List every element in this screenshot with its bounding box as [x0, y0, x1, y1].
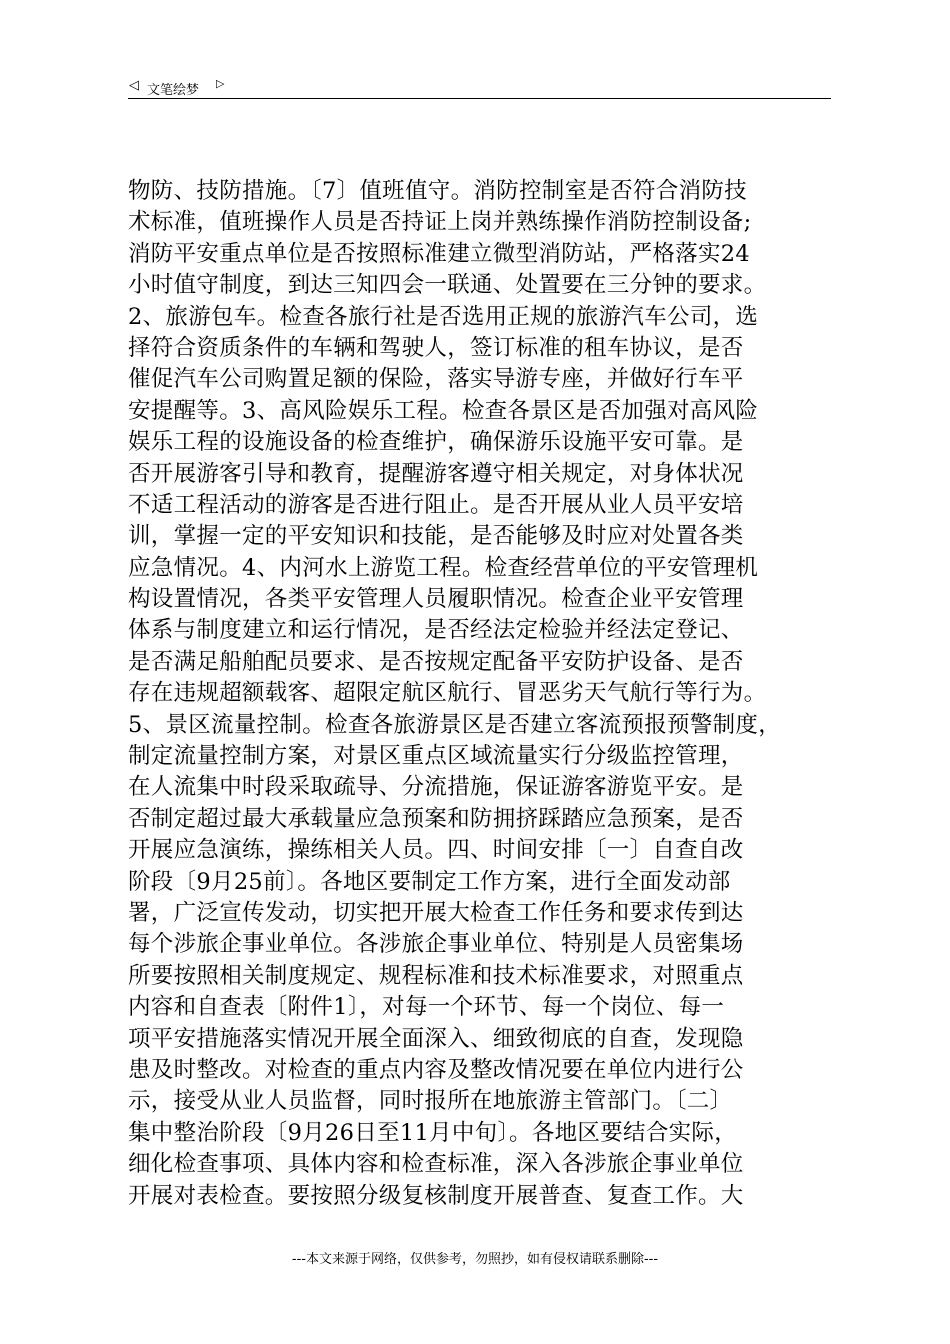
- body-line: 集中整治阶段〔9月26日至11月中旬〕。各地区要结合实际，: [128, 1119, 738, 1146]
- body-line: 安提醒等。3、高风险娱乐工程。检查各景区是否加强对高风险: [128, 397, 759, 424]
- document-body: [128, 176, 840, 1212]
- body-line: 内容和自查表〔附件1〕，对每一个环节、每一个岗位、每一: [128, 994, 725, 1021]
- body-line: 开展对表检查。要按照分级复核制度开展普查、复查工作。大: [128, 1182, 744, 1209]
- body-line: 是否满足船舶配员要求、是否按规定配备平安防护设备、是否: [128, 648, 744, 675]
- body-line: 应急情况。4、内河水上游览工程。检查经营单位的平安管理机: [128, 554, 759, 581]
- body-line: 署，广泛宣传发动，切实把开展大检查工作任务和要求传到达: [128, 899, 744, 926]
- page-footer: ---本文来源于网络，仅供参考，勿照抄，如有侵权请联系删除---: [291, 1252, 659, 1267]
- body-line: 存在违规超额载客、超限定航区航行、冒恶劣天气航行等行为。: [128, 680, 767, 707]
- body-line: 5、景区流量控制。检查各旅游景区是否建立客流预报预警制度，: [128, 711, 782, 738]
- body-line: 示，接受从业人员监督，同时报所在地旅游主管部门。〔二〕: [128, 1088, 733, 1115]
- body-line: 择符合资质条件的车辆和驾驶人，签订标准的租车协议，是否: [128, 334, 744, 361]
- body-line: 每个涉旅企事业单位。各涉旅企事业单位、特别是人员密集场: [128, 931, 744, 958]
- body-line: 体系与制度建立和运行情况，是否经法定检验并经法定登记、: [128, 617, 744, 644]
- body-line: 构设置情况，各类平安管理人员履职情况。检查企业平安管理: [128, 586, 744, 613]
- body-line: 术标准，值班操作人员是否持证上岗并熟练操作消防控制设备;: [128, 209, 752, 236]
- page-header: [128, 74, 831, 99]
- body-line: 制定流量控制方案，对景区重点区域流量实行分级监控管理，: [128, 743, 744, 770]
- left-triangle-icon: ◁: [129, 78, 139, 93]
- body-line: 小时值守制度，到达三知四会一联通、处置要在三分钟的要求。: [128, 272, 767, 299]
- body-line: 2、旅游包车。检查各旅行社是否选用正规的旅游汽车公司，选: [128, 303, 759, 330]
- body-line: 患及时整改。对检查的重点内容及整改情况要在单位内进行公: [128, 1056, 744, 1083]
- body-line: 开展应急演练，操练相关人员。四、时间安排〔一〕自查自改: [128, 837, 744, 864]
- body-line: 娱乐工程的设施设备的检查维护，确保游乐设施平安可靠。是: [128, 429, 744, 456]
- body-line: 消防平安重点单位是否按照标准建立微型消防站，严格落实24: [128, 240, 751, 267]
- body-line: 不适工程活动的游客是否进行阻止。是否开展从业人员平安培: [128, 491, 744, 518]
- header-brand: 文笔绘梦: [147, 83, 200, 98]
- body-line: 在人流集中时段采取疏导、分流措施，保证游客游览平安。是: [128, 774, 744, 801]
- body-line: 阶段〔9月25前〕。各地区要制定工作方案，进行全面发动部: [128, 868, 731, 895]
- body-line: 所要按照相关制度规定、规程标准和技术标准要求，对照重点: [128, 962, 744, 989]
- body-line: 催促汽车公司购置足额的保险，落实导游专座，并做好行车平: [128, 366, 744, 393]
- body-line: 细化检查事项、具体内容和检查标准，深入各涉旅企事业单位: [128, 1151, 744, 1178]
- body-line: 否开展游客引导和教育，提醒游客遵守相关规定，对身体状况: [128, 460, 744, 487]
- right-triangle-icon: ▷: [216, 77, 225, 90]
- body-line: 物防、技防措施。〔7〕值班值守。消防控制室是否符合消防技: [128, 178, 747, 204]
- body-line: 否制定超过最大承载量应急预案和防拥挤踩踏应急预案，是否: [128, 805, 744, 832]
- body-line: 训，掌握一定的平安知识和技能，是否能够及时应对处置各类: [128, 523, 744, 550]
- body-line: 项平安措施落实情况开展全面深入、细致彻底的自查，发现隐: [128, 1025, 744, 1052]
